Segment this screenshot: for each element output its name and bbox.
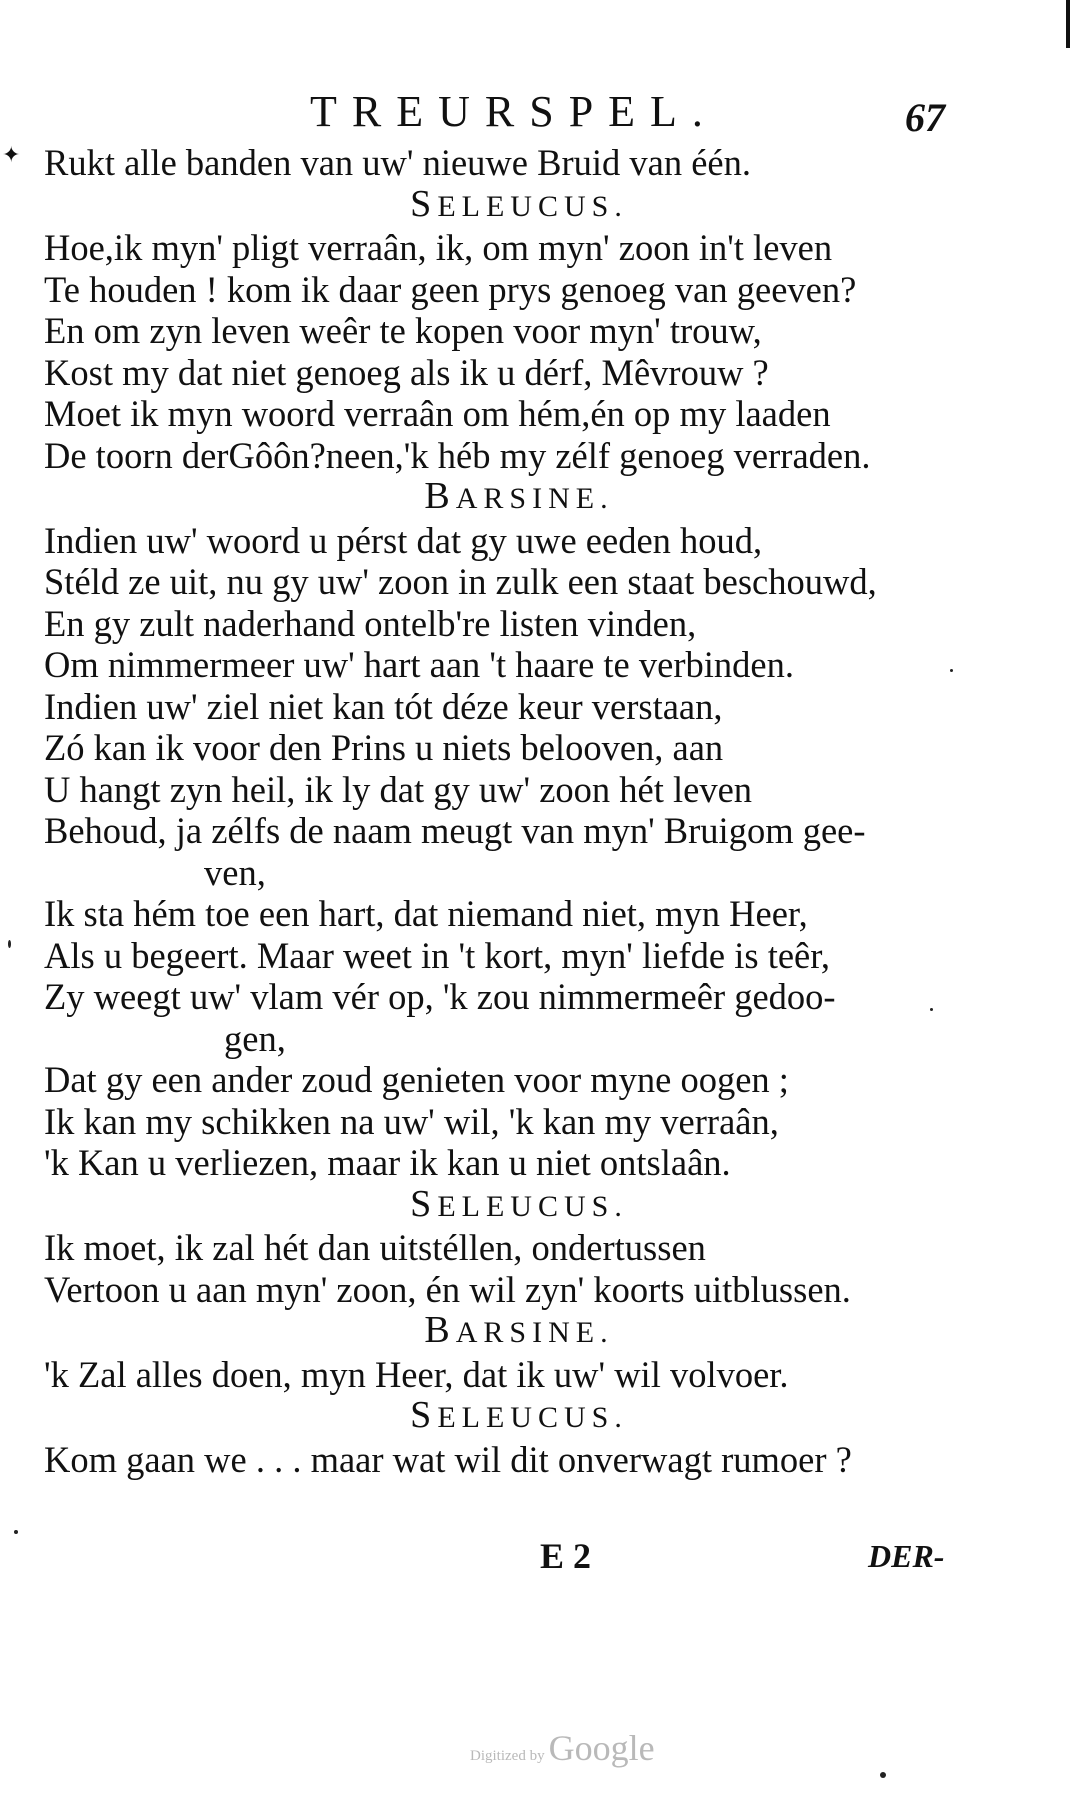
verse-line: En gy zult naderhand ontelb're listen vinden,: [44, 602, 697, 644]
verse-line: Om nimmermeer uw' hart aan 't haare te verbinden.: [44, 644, 794, 685]
speaker-heading: SELEUCUS.: [410, 1182, 628, 1225]
verse-line: De toorn derGôôn?neen,'k héb my zélf genoeg verraden.: [44, 434, 871, 476]
ink-speck: [880, 1772, 886, 1778]
speaker-heading: SELEUCUS.: [410, 182, 628, 225]
margin-mark: ✦: [2, 143, 21, 168]
signature-mark: E 2: [540, 1536, 592, 1576]
verse-line: Kost my dat niet genoeg als ik u dérf, Mêvrouw ?: [44, 351, 769, 393]
verse-line: Dat gy een ander zoud genieten voor myne oogen ;: [44, 1059, 789, 1100]
verse-line: Zy weegt uw' vlam vér op, 'k zou nimmermeêr gedoo-: [44, 976, 836, 1017]
running-title: TREURSPEL.: [310, 87, 718, 136]
verse-line: Zó kan ik voor den Prins u niets belooven, aan: [44, 727, 724, 768]
page-edge-shadow: [1066, 0, 1070, 48]
catchword: DER-: [868, 1538, 945, 1574]
verse-line: Te houden ! kom ik daar geen prys genoeg van geeven?: [44, 268, 857, 310]
ink-speck: [14, 1530, 18, 1534]
watermark-brand: Google: [548, 1728, 655, 1768]
verse-line: Hoe,ik myn' pligt verraân, ik, om myn' zoon in't leven: [44, 227, 833, 268]
verse-line: Behoud, ja zélfs de naam meugt van myn' Bruigom gee-: [44, 810, 866, 851]
verse-line: Ik kan my schikken na uw' wil, 'k kan my verraân,: [44, 1100, 779, 1142]
speaker-heading: BARSINE.: [424, 1309, 614, 1351]
ink-speck: [930, 1008, 933, 1011]
verse-line: 'k Zal alles doen, myn Heer, dat ik uw' wil volvoer.: [44, 1353, 789, 1395]
verse-line: Als u begeert. Maar weet in 't kort, myn' liefde is teêr,: [44, 934, 831, 976]
verse-line: En om zyn leven weêr te kopen voor myn' trouw,: [44, 310, 762, 351]
digitization-watermark: [470, 1727, 655, 1769]
verse-line: 'k Kan u verliezen, maar ik kan u niet ontslaân.: [44, 1142, 731, 1183]
verse-line: Stéld ze uit, nu gy uw' zoon in zulk een staat beschouwd,: [44, 561, 877, 602]
ink-speck: [950, 669, 953, 672]
ink-speck: [8, 940, 11, 948]
verse-line: Indien uw' woord u pérst dat gy uwe eeden houd,: [44, 519, 763, 561]
verse-line: Ik moet, ik zal hét dan uitstéllen, ondertussen: [44, 1227, 706, 1268]
verse-continuation: gen,: [224, 1017, 286, 1059]
verse-line: Rukt alle banden van uw' nieuwe Bruid van één.: [44, 142, 751, 183]
page-number: 67: [905, 95, 945, 140]
speaker-heading: SELEUCUS.: [410, 1394, 628, 1436]
verse-line: Moet ik myn woord verraân om hém,én op my laaden: [44, 393, 831, 434]
verse-line: Vertoon u aan myn' zoon, én wil zyn' koorts uitblussen.: [44, 1268, 851, 1310]
verse-continuation: ven,: [204, 851, 266, 893]
play-text: [44, 142, 974, 1480]
verse-line: Indien uw' ziel niet kan tót déze keur verstaan,: [44, 685, 723, 727]
verse-line: Ik sta hém toe een hart, dat niemand niet, myn Heer,: [44, 893, 808, 934]
watermark-prefix: Digitized by: [470, 1748, 545, 1764]
verse-line: Kom gaan we . . . maar wat wil dit onverwagt rumoer ?: [44, 1438, 852, 1480]
verse-line: U hangt zyn heil, ik ly dat gy uw' zoon hét leven: [44, 768, 753, 810]
speaker-heading: BARSINE.: [424, 475, 614, 517]
